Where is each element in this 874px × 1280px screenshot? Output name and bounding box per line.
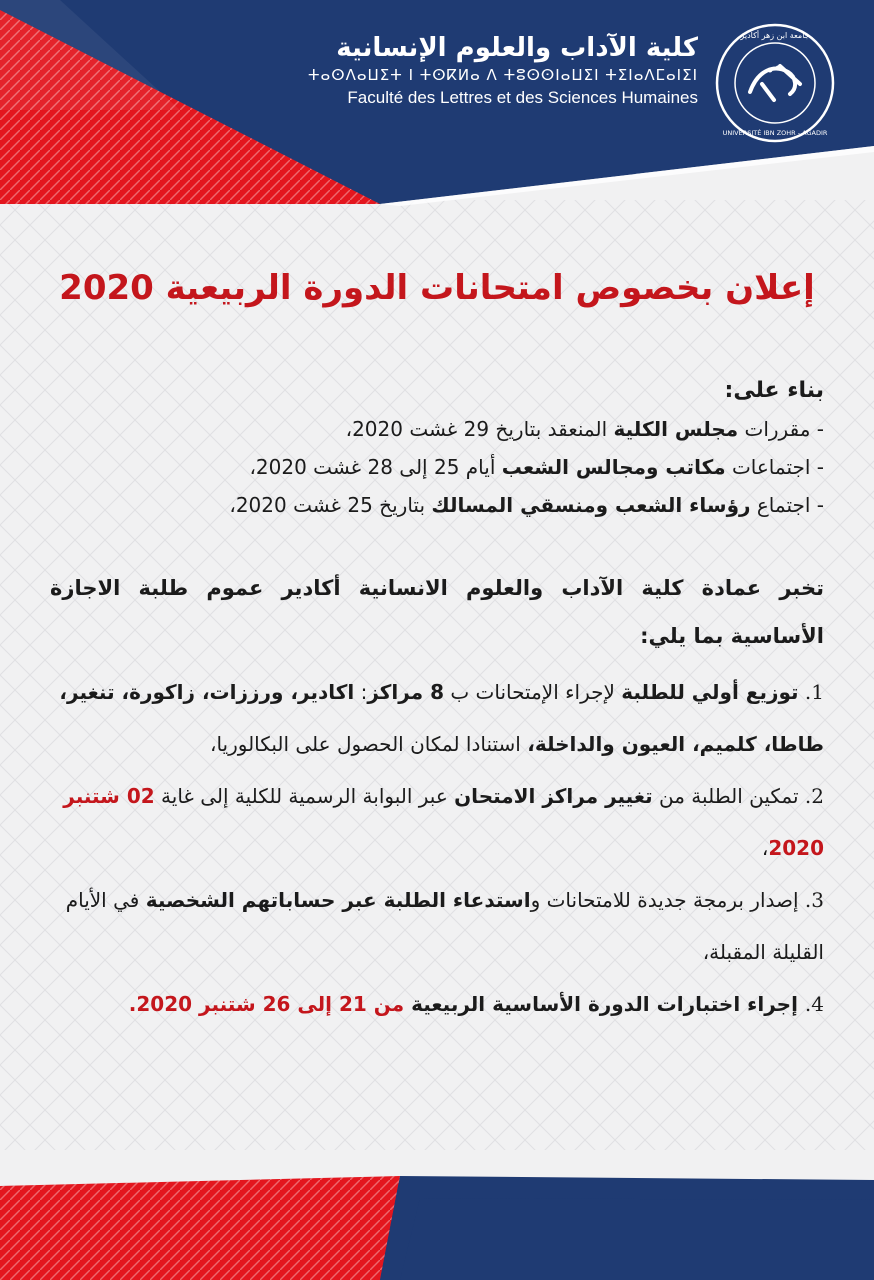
list-item — [50, 874, 824, 978]
item-number: 2. — [804, 784, 824, 808]
item-number: 4. — [804, 992, 824, 1016]
item-text: عبر البوابة الرسمية للكلية إلى غاية — [154, 784, 455, 808]
basis-heading: بناء على: — [724, 378, 824, 403]
list-item — [50, 978, 824, 1030]
basis-line-text: - اجتماع — [750, 493, 824, 517]
item-number: 1. — [804, 680, 824, 704]
item-text: تمكين الطلبة من — [652, 784, 805, 808]
list-item — [50, 666, 824, 770]
basis-line — [50, 486, 824, 524]
basis-line-text: بتاريخ 25 غشت 2020، — [229, 493, 432, 517]
item-text: استنادا لمكان الحصول على البكالوريا، — [209, 732, 528, 756]
item-bold: اكادير، ورززات، زاكورة، تنغير، طاطا، كلميم، العيون والداخلة، — [59, 680, 824, 756]
basis-line-bold: مجلس الكلية — [613, 417, 739, 441]
item-text: ، — [761, 836, 769, 860]
footer-decoration — [0, 1140, 874, 1280]
item-text: إصدار برمجة جديدة للامتحانات و — [530, 888, 805, 912]
basis-line — [50, 410, 824, 448]
item-text: لإجراء الإمتحانات ب — [444, 680, 622, 704]
basis-line-text: - مقررات — [738, 417, 824, 441]
header — [0, 0, 874, 200]
announcement-intro: تخبر عمادة كلية الآداب والعلوم الانسانية أكادير عموم طلبة الاجازة الأساسية بما يلي: — [50, 576, 824, 648]
basis-line-bold: رؤساء الشعب ومنسقي المسالك — [431, 493, 751, 517]
list-item — [50, 770, 824, 874]
item-number: 3. — [804, 888, 824, 912]
basis-line-text: المنعقد بتاريخ 29 غشت 2020، — [345, 417, 614, 441]
seal-text-bottom: UNIVERSITÉ IBN ZOHR - AGADIR — [722, 129, 828, 137]
item-bold: استدعاء الطلبة عبر حساباتهم الشخصية — [145, 888, 531, 912]
item-bold: إجراء اختبارات الدورة الأساسية الربيعية — [404, 992, 805, 1016]
basis-section — [50, 372, 824, 524]
basis-line-text: - اجتماعات — [725, 455, 824, 479]
item-exam-dates: من 21 إلى 26 شتنبر 2020. — [128, 992, 405, 1016]
item-bold: 8 مراكز — [367, 680, 444, 704]
item-text: : — [354, 680, 368, 704]
faculty-name-tifinagh: ⵜⴰⵙⴷⴰⵡⵉⵜ ⵏ ⵜⵙⴽⵍⴰ ⴷ ⵜⵓⵙⵙⵏⴰⵡⵉⵏ ⵜⵉⵏⴰⴷⵎⴰⵏⵉⵏ — [308, 66, 698, 84]
faculty-name-french: Faculté des Lettres et des Sciences Humaines — [347, 88, 698, 107]
item-text: في الأيام القليلة المقبلة، — [65, 888, 824, 964]
basis-line — [50, 448, 824, 486]
basis-line-bold: مكاتب ومجالس الشعب — [501, 455, 726, 479]
item-deadline: 02 شتنبر 2020 — [63, 784, 824, 860]
seal-text-top: جامعة ابن زهر أكادير — [740, 31, 810, 40]
item-bold: توزيع أولي للطلبة — [621, 680, 799, 704]
university-seal-icon — [714, 22, 836, 144]
faculty-logo-text — [278, 32, 698, 110]
item-bold: تغيير مراكز الامتحان — [454, 784, 653, 808]
basis-line-text: أيام 25 إلى 28 غشت 2020، — [249, 455, 502, 479]
announcement-title: إعلان بخصوص امتحانات الدورة الربيعية 2020 — [59, 268, 815, 308]
announcement-items — [50, 666, 824, 1030]
faculty-name-arabic: كلية الآداب والعلوم الإنسانية — [336, 33, 698, 63]
announcement-body — [50, 262, 824, 1030]
